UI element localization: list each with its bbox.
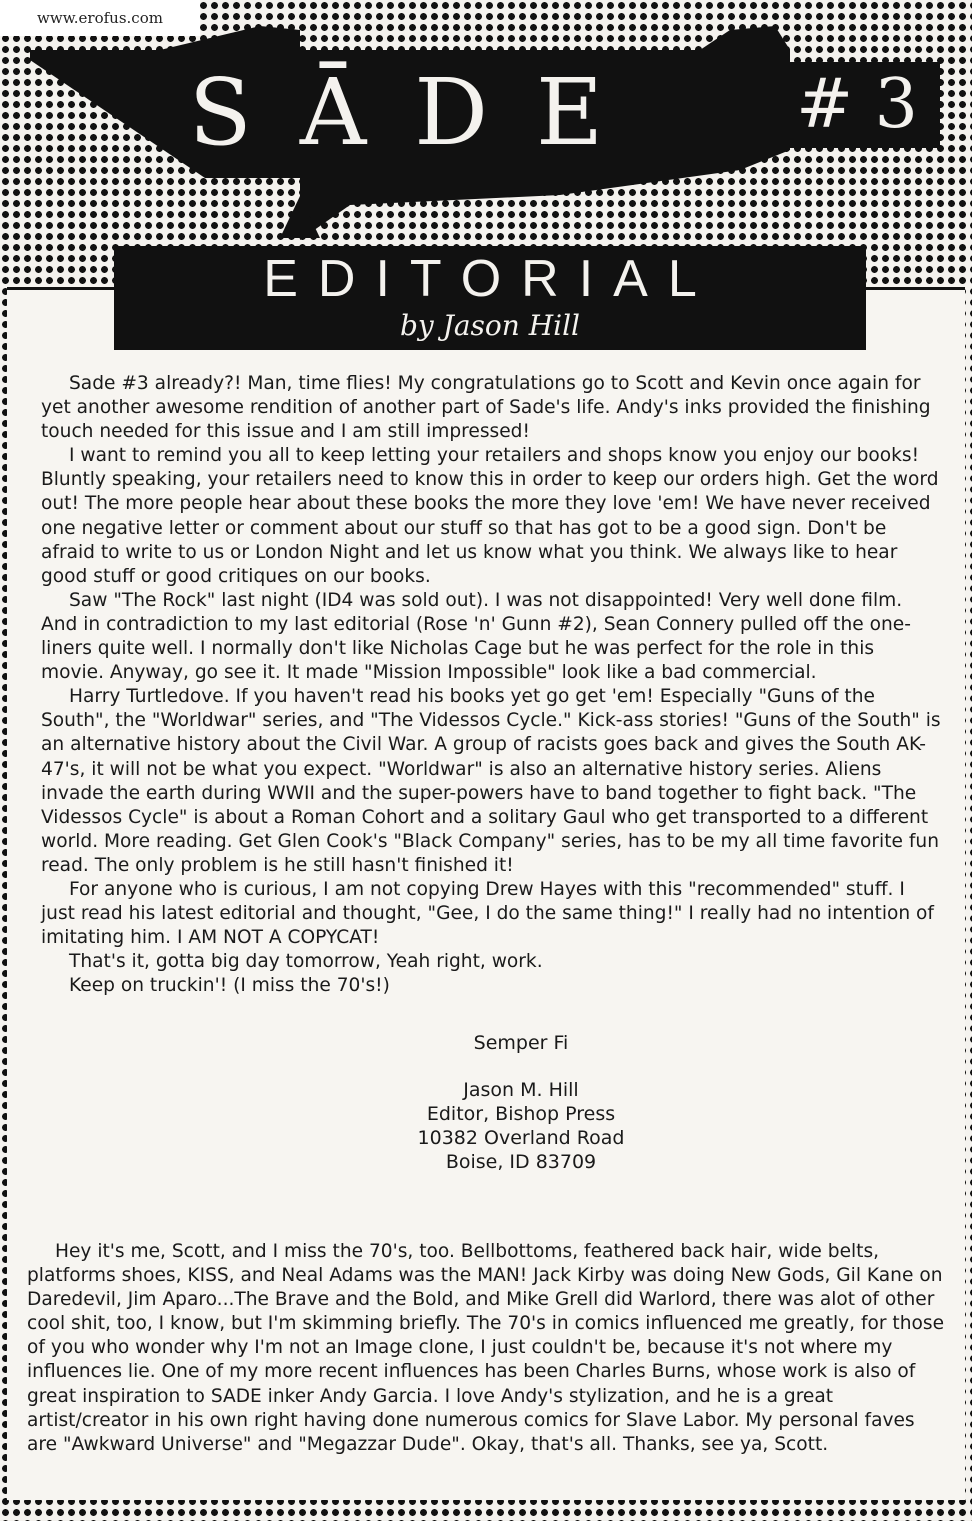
paragraph: Saw "The Rock" last night (ID4 was sold out). I was not disappointed! Very well done film. And in contradiction to my last editorial (Rose 'n' Gunn #2), Sean Connery pulled off the one-liners quite well. I normally don't like Nicholas Cage but he was perfect for the role in this movie. Anyway, go see it. It made "Mission Impossible" look like a bad commercial. xyxy=(41,589,911,684)
paragraph: Sade #3 already?! Man, time flies! My congratulations go to Scott and Kevin once again for yet another awesome rendition of another part of Sade's life. Andy's inks provided the finishing touch needed for this issue and I am still impressed! xyxy=(41,373,931,443)
paragraph: Keep on truckin'! (I miss the 70's!) xyxy=(69,975,390,997)
editorial-banner xyxy=(114,246,866,350)
section-title: EDITORIAL xyxy=(263,250,717,308)
postscript-text: Hey it's me, Scott, and I miss the 70's, too. Bellbottoms, feathered back hair, wide belts, platforms shoes, KISS, and Neal Adams was the MAN! Jack Kirby was doing New Gods, Gil Kane on Daredevil, Jim Aparo...The Brave and the Bold, and Mike Grell did Warlord, there was alot of other cool shit, too, I know, but I'm skimming briefly. The 70's in comics influenced me greatly, for those of you who wonder why I'm not an Image clone, I just couldn't be, because it's not where my influences lie. One of my more recent influences has been Charles Burns, whose work is also of great inspiration to SADE inker Andy Garcia. I love Andy's stylization, and he is a great artist/creator in his own right having done numerous comics for Slave Labor. My personal faves are "Awkward Universe" and "Megazzar Dude". Okay, that's all. Thanks, see ya, Scott. xyxy=(27,1241,945,1455)
issue-number: # 3 xyxy=(774,62,940,148)
editorial-body xyxy=(7,287,965,1500)
paragraph: Harry Turtledove. If you haven't read his books yet go get 'em! Especially "Guns of the South", the "Worldwar" series, and "The Videssos Cycle." Kick-ass stories! "Guns of the South" is an alternative history about the Civil War. A group of racists goes back and gives the South AK-47's, it will not be what you expect. "Worldwar" is also an alternative history series. Aliens invade the earth during WWII and the super-powers have to band together to fight back. "The Videssos Cycle" is about a Roman Cohort and a solitary Gaul who get transported to a different world. More reading. Get Glen Cook's "Black Company" series, has to be my all time favorite fun read. The only problem is he still hasn't finished it! xyxy=(41,686,941,876)
paragraph: For anyone who is curious, I am not copying Drew Hayes with this "recommended" stuff. I just read his latest editorial and thought, "Gee, I do the same thing!" I really had no intention of imitating him. I AM NOT A COPYCAT! xyxy=(41,878,934,949)
editorial-text xyxy=(41,372,941,998)
paragraph: I want to remind you all to keep letting your retailers and shops know you enjoy our books! Bluntly speaking, your retailers need to know this in order to keep our orders high. Get the word out! The more people hear about these books the more they love 'em! We have never received one negative letter or comment about our stuff so that has got to be a good sign. Don't be afraid to write to us or London Night and let us know what you think. We always like to hear good stuff or good critiques on our books. xyxy=(41,445,939,587)
editor-address xyxy=(261,1078,781,1174)
watermark: www.erofus.com xyxy=(0,0,200,36)
address-city: Boise, ID 83709 xyxy=(445,1151,597,1173)
logo-title: SĀDE xyxy=(188,59,652,166)
closing-line: Semper Fi xyxy=(473,1032,569,1054)
address-street: 10382 Overland Road xyxy=(417,1127,625,1149)
editor-name: Jason M. Hill xyxy=(463,1079,579,1101)
paragraph: That's it, gotta big day tomorrow, Yeah right, work. xyxy=(69,951,543,973)
byline: by Jason Hill xyxy=(399,309,580,342)
postscript xyxy=(27,1240,947,1457)
editor-title: Editor, Bishop Press xyxy=(426,1103,616,1125)
